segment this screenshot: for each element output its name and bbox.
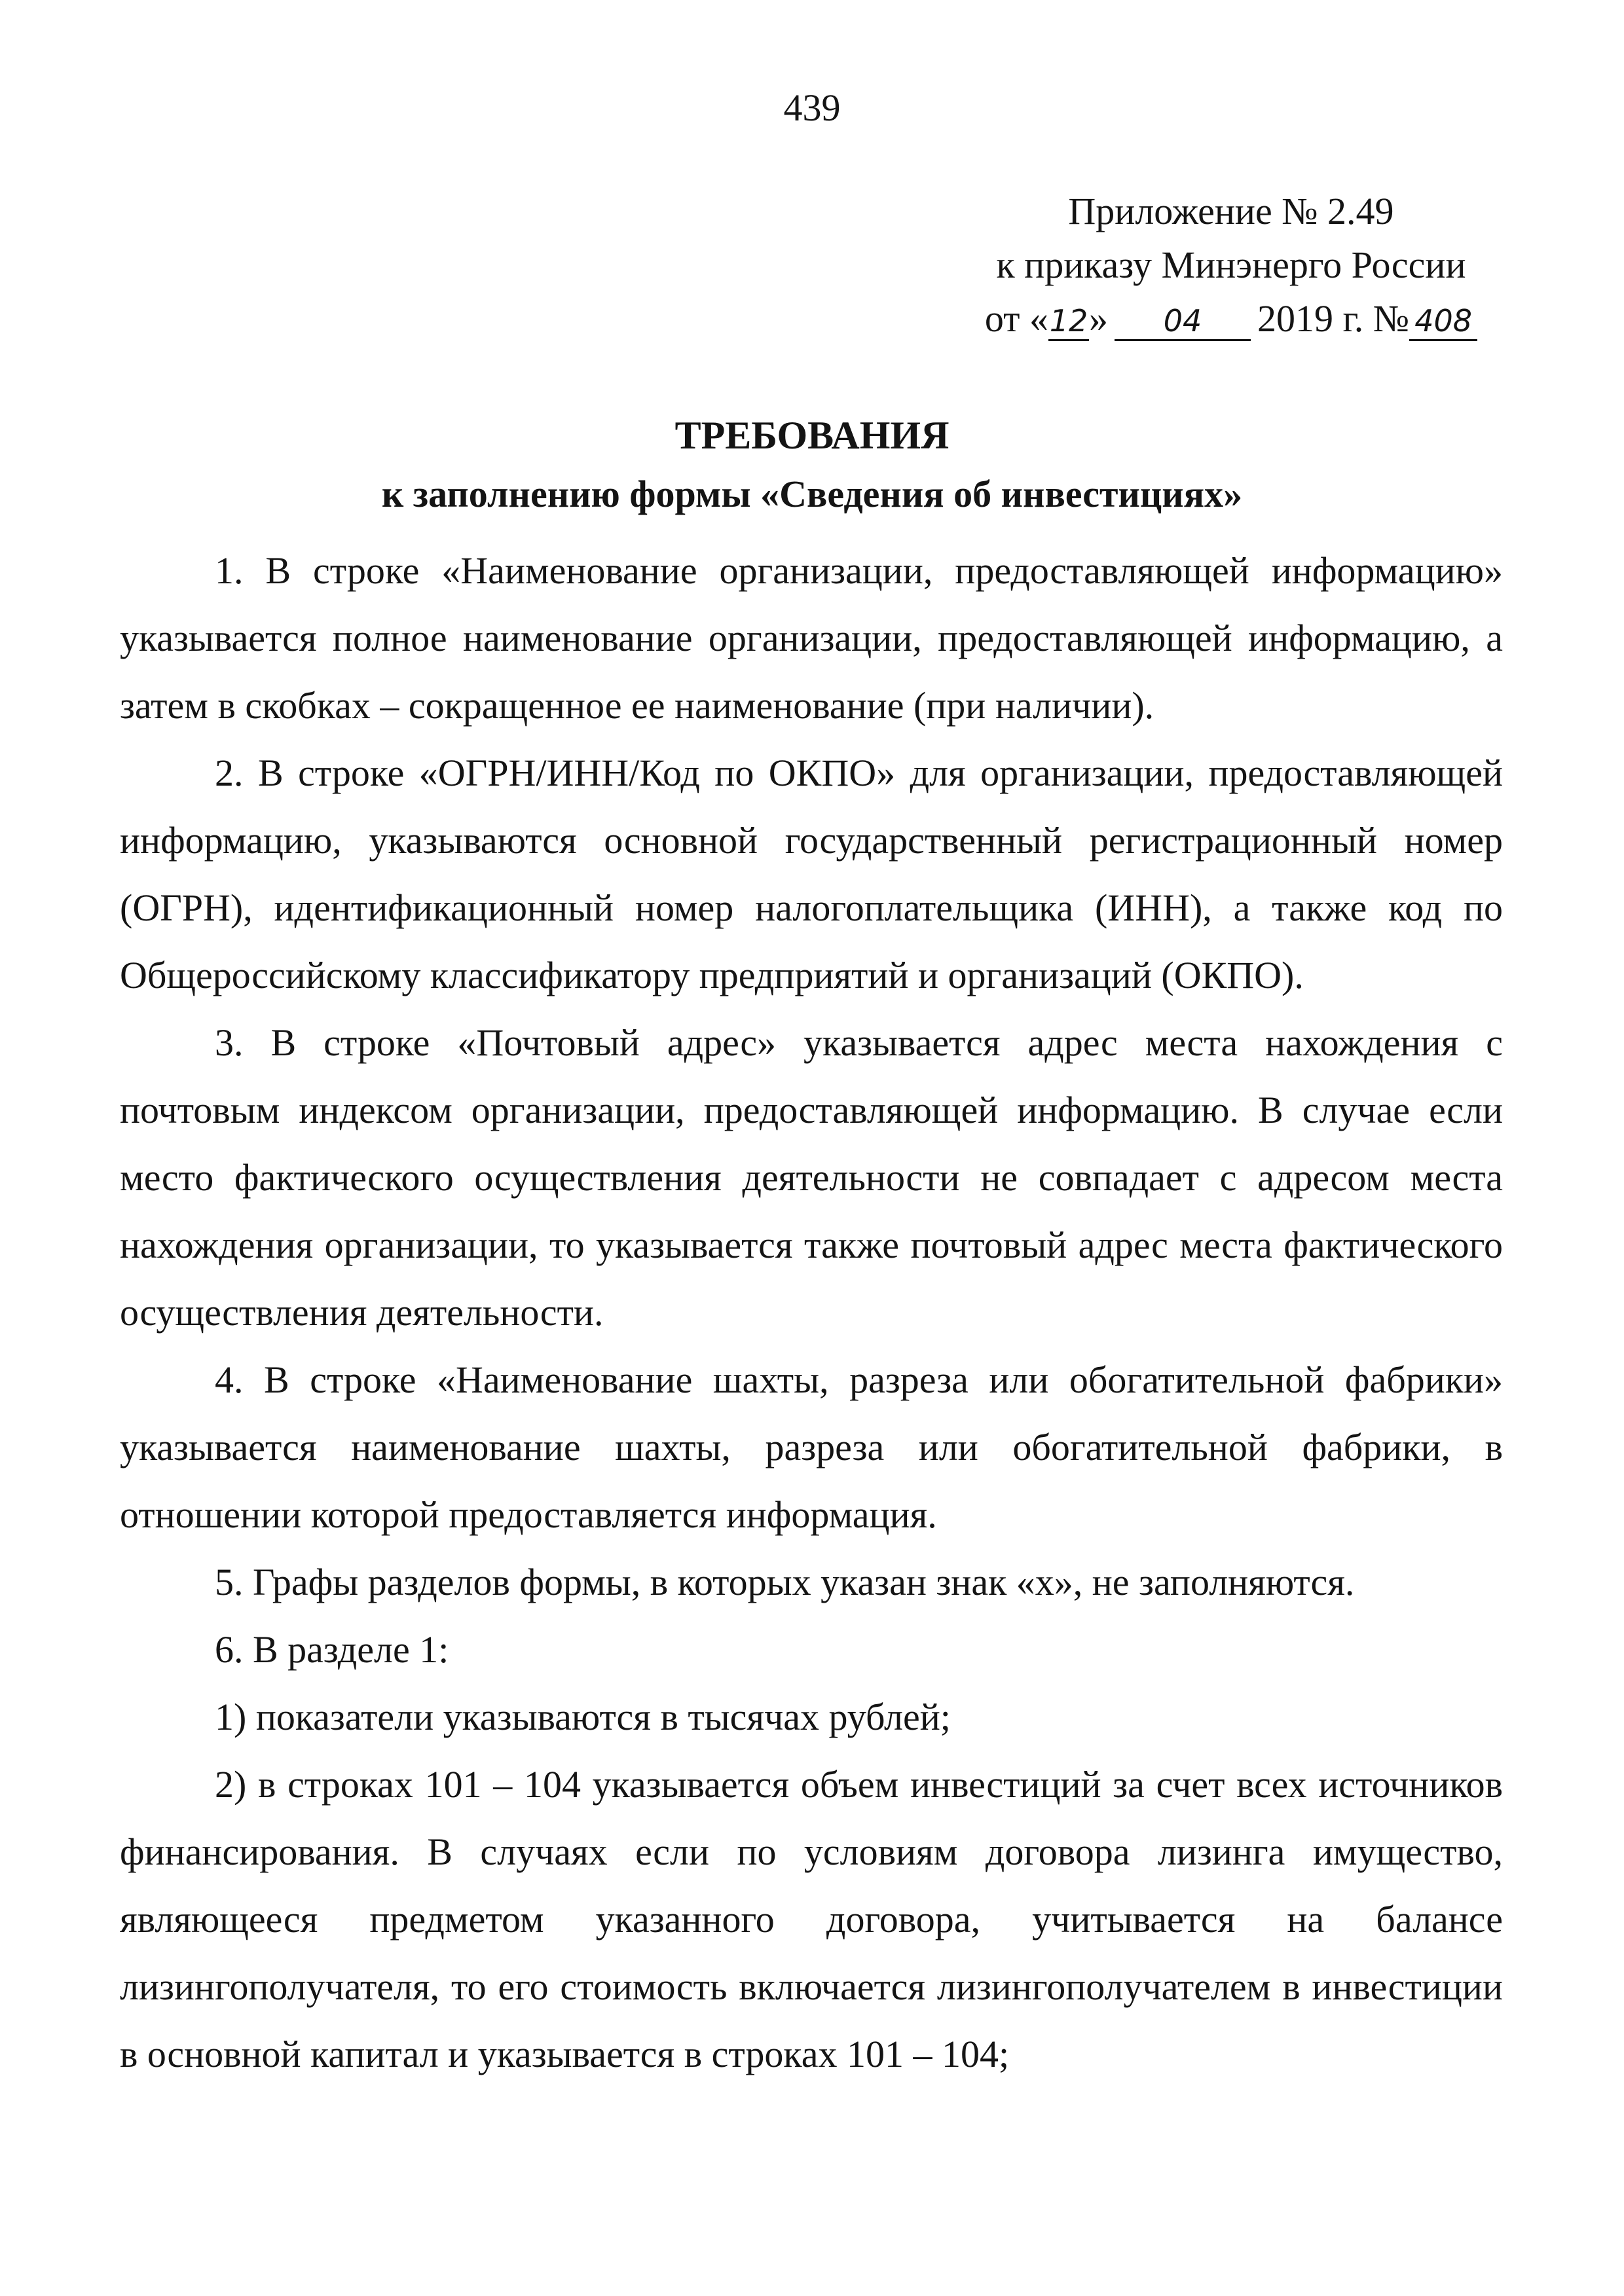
title-heading: ТРЕБОВАНИЯ — [674, 414, 950, 457]
title-subheading: к заполнению формы «Сведения об инвестициях» — [381, 473, 1243, 515]
paragraph: 3. В строке «Почтовый адрес» указывается адрес места нахождения с почтовым индексом организации, предоставляющей информацию. В случае если место фактического осуществления деятельности не совпадает с адресом места нахождения организации, то указывается также почтовый адрес места фактического осуществления деятельности. — [120, 1021, 1503, 1334]
handwritten-day: 12 — [1048, 302, 1089, 341]
paragraph: 5. Графы разделов формы, в которых указан знак «х», не заполняются. — [215, 1561, 1355, 1603]
date-year: 2019 г. № — [1257, 297, 1410, 340]
handwritten-month: 04 — [1115, 302, 1251, 341]
paragraph: 1. В строке «Наименование организации, предоставляющей информацию» указывается полное наименование организации, предоставляющей информацию, а затем в скобках – сокращенное ее наименование (при наличии). — [120, 549, 1503, 727]
appendix-date-line — [956, 292, 1506, 346]
paragraph: 6. В разделе 1: — [215, 1628, 449, 1671]
appendix-line-2: к приказу Минэнерго России — [996, 244, 1466, 286]
paragraph: 4. В строке «Наименование шахты, разреза или обогатительной фабрики» указывается наименование шахты, разреза или обогатительной фабрики, в отношении которой предоставляется информация. — [120, 1358, 1503, 1536]
appendix-line-1: Приложение № 2.49 — [1068, 190, 1394, 232]
document-title — [0, 406, 1624, 524]
paragraph: 1) показатели указываются в тысячах рублей; — [215, 1696, 951, 1738]
date-separator: » — [1089, 297, 1108, 340]
date-prefix: от « — [984, 297, 1048, 340]
appendix-header — [956, 185, 1506, 346]
handwritten-order-number: 408 — [1409, 302, 1477, 341]
paragraph: 2) в строках 101 – 104 указывается объем инвестиций за счет всех источников финансирования. В случаях если по условиям договора лизинга имущество, являющееся предметом указанного договора, учитывается на балансе лизингополучателя, то его стоимость включается лизингополучателем в инвестиции в основной капитал и указывается в строках 101 – 104; — [120, 1763, 1503, 2075]
page-number: 439 — [783, 86, 841, 129]
document-body — [120, 537, 1503, 2088]
paragraph: 2. В строке «ОГРН/ИНН/Код по ОКПО» для организации, предоставляющей информацию, указываются основной государственный регистрационный номер (ОГРН), идентификационный номер налогоплательщика (ИНН), а также код по Общероссийскому классификатору предприятий и организаций (ОКПО). — [120, 752, 1503, 996]
